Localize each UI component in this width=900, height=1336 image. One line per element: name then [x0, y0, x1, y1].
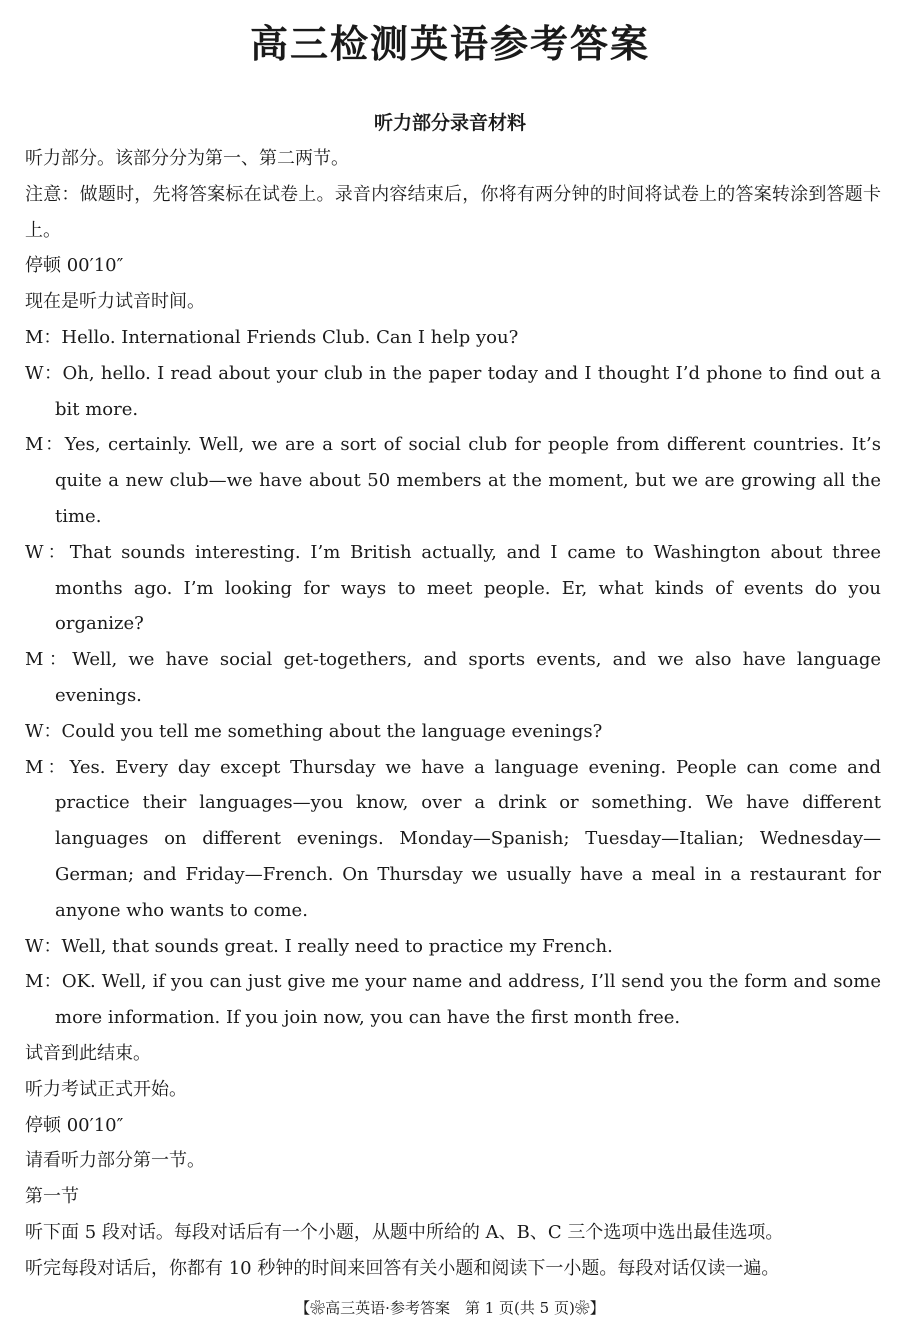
section-instruction-line: 请看听力部分第一节。	[25, 1150, 205, 1172]
trial-end-line: 试音到此结束。	[25, 1042, 151, 1064]
intro-paragraph: 听力部分。该部分分为第一、第二两节。	[25, 148, 349, 169]
transcript-body	[25, 141, 881, 1287]
dialog-line: W：Could you tell me something about the language evenings?	[25, 720, 603, 742]
pause-line: 停顿 00′10″	[25, 255, 124, 277]
dialog-line: M：Well, we have social get-togethers, and sports events, and we also have language evenings.	[25, 649, 881, 706]
trial-start-line: 现在是听力试音时间。	[25, 291, 205, 313]
instruction-paragraph: 听完每段对话后，你都有 10 秒钟的时间来回答有关小题和阅读下一小题。每段对话仅读一遍。	[25, 1257, 780, 1279]
dialog-line: W：Well, that sounds great. I really need to practice my French.	[25, 935, 613, 957]
dialog-line: W：Oh, hello. I read about your club in the paper today and I thought I’d phone to find out a bit more.	[25, 362, 881, 420]
pause-line: 停顿 00′10″	[25, 1114, 124, 1136]
dialog-line: W：That sounds interesting. I’m British actually, and I came to Washington about three months ago. I’m looking for ways to meet people. Er, what kinds of events do you organize?	[25, 541, 881, 635]
dialog-line: M：Yes, certainly. Well, we are a sort of social club for people from different countries. It’s quite a new club—we have about 50 members at the moment, but we are growing all the time.	[25, 434, 881, 527]
dialog-line: M：Yes. Every day except Thursday we have a language evening. People can come and practice their languages—you know, over a drink or something. We have different languages on different evenings. Monday—Spanish; Tuesday—Italian; Wednesday—German; and Friday—French. On Thursday we usually have a meal in a restaurant for anyone who wants to come.	[25, 756, 881, 921]
section-title: 听力部分录音材料	[373, 112, 526, 134]
exam-start-line: 听力考试正式开始。	[25, 1078, 187, 1100]
dialog-line: M：OK. Well, if you can just give me your name and address, I’ll send you the form and some more information. If you join now, you can have the first month free.	[25, 971, 881, 1029]
dialog-line: M：Hello. International Friends Club. Can I help you?	[25, 326, 519, 348]
page-footer: 【❀高三英语·参考答案 第 1 页(共 5 页)❀】	[295, 1299, 605, 1317]
page-title: 高三检测英语参考答案	[249, 22, 650, 66]
notice-paragraph: 注意：做题时，先将答案标在试卷上。录音内容结束后，你将有两分钟的时间将试卷上的答案转涂到答题卡上。	[25, 183, 881, 241]
section-heading: 第一节	[25, 1186, 79, 1208]
instruction-paragraph: 听下面 5 段对话。每段对话后有一个小题，从题中所给的 A、B、C 三个选项中选出最佳选项。	[25, 1221, 784, 1243]
